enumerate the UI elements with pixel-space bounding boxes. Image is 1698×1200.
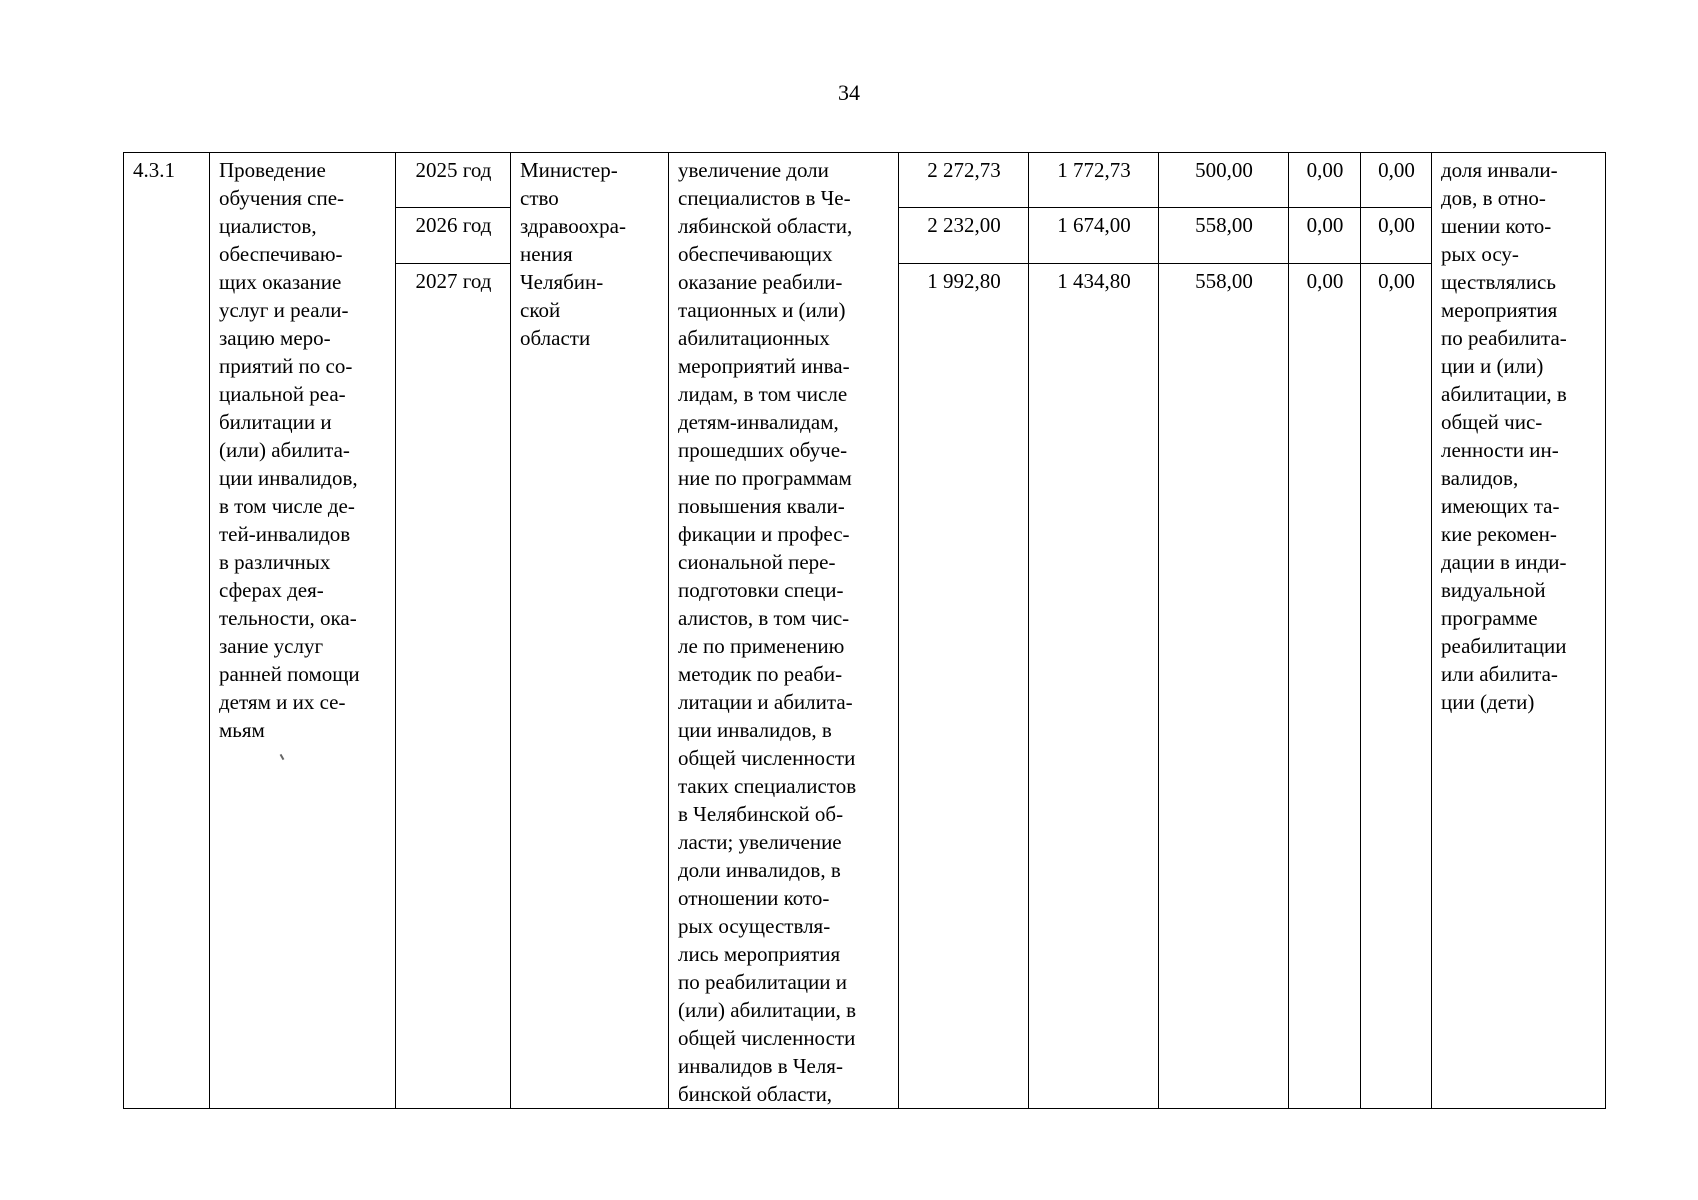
year-cell — [396, 208, 511, 264]
federal-cell — [1029, 208, 1159, 264]
year-cell — [396, 264, 511, 1109]
municipal-cell — [1289, 208, 1361, 264]
regional-amount: 500,00 — [1195, 158, 1253, 182]
total-amount: 2 232,00 — [927, 213, 1001, 238]
other-amount: 0,00 — [1378, 269, 1415, 294]
regional-cell — [1159, 264, 1289, 1109]
target-indicator: доля инвали- дов, в отно- шении кото- рых осу- ществлялись мероприятия по реабилита- ции и (или) абилитации, в общей чис- ленности ин- валидов, имеющих та- кие рекомен- дации в инди- видуальной программе реабилитации или абилита- ции (дети) — [1441, 158, 1567, 714]
year-cell — [396, 153, 511, 208]
program-table — [123, 152, 1606, 1109]
municipal-amount: 0,00 — [1306, 269, 1344, 294]
event-name: Проведение обучения спе- циалистов, обеспечиваю- щих оказание услуг и реали- зацию меро- приятий по со- циальной реа- билитации и (или) абилита- ции инвалидов, в том числе де- тей-инвалидов в различных сферах дея- тельности, ока- зание услуг ранней помощи детям и их се- мьям — [219, 158, 360, 742]
year-label: 2025 год — [415, 158, 492, 182]
year-label: 2026 год — [415, 213, 492, 238]
table-row-2025 — [124, 153, 1606, 208]
municipal-cell — [1289, 264, 1361, 1109]
total-amount: 2 272,73 — [927, 158, 1001, 182]
other-amount: 0,00 — [1378, 213, 1415, 238]
regional-amount: 558,00 — [1195, 213, 1253, 238]
total-cell — [899, 208, 1029, 264]
municipal-amount: 0,00 — [1306, 213, 1344, 238]
regional-cell — [1159, 208, 1289, 264]
municipal-cell — [1289, 153, 1361, 208]
federal-cell — [1029, 153, 1159, 208]
total-cell — [899, 264, 1029, 1109]
expected-result: увеличение доли специалистов в Че- лябинской области, обеспечивающих оказание реабили- тационных и (или) абилитационных мероприятий инва- лидам, в том числе детям-инвалидам, прошедших обуче- ние по программам повышения квали- фикации и профес- сиональной пере- подготовки специ- алистов, в том чис- ле по применению методик по реаби- литации и абилита- ции инвалидов, в общей численности таких специалистов в Челябинской об- ласти; увеличение доли инвалидов, в отношении кото- рых осуществля- лись мероприятия по реабилитации и (или) абилитации, в общей численности инвалидов в Челя- бинской области, — [678, 158, 857, 1106]
total-cell — [899, 153, 1029, 208]
event-code-cell — [124, 153, 210, 1109]
year-label: 2027 год — [415, 269, 492, 294]
other-amount: 0,00 — [1378, 158, 1415, 182]
page-number: 34 — [838, 80, 860, 105]
other-cell — [1361, 264, 1432, 1109]
other-cell — [1361, 208, 1432, 264]
municipal-amount: 0,00 — [1306, 158, 1344, 182]
indicator-cell — [1432, 153, 1606, 1109]
regional-amount: 558,00 — [1195, 269, 1253, 294]
event-name-cell — [210, 153, 396, 1109]
federal-cell — [1029, 264, 1159, 1109]
executor-name: Министер- ство здравоохра- нения Челябин- ской области — [520, 158, 626, 350]
event-code: 4.3.1 — [133, 158, 175, 182]
result-cell — [669, 153, 899, 1109]
federal-amount: 1 674,00 — [1057, 213, 1131, 238]
executor-cell — [511, 153, 669, 1109]
federal-amount: 1 434,80 — [1057, 269, 1131, 294]
regional-cell — [1159, 153, 1289, 208]
other-cell — [1361, 153, 1432, 208]
federal-amount: 1 772,73 — [1057, 158, 1131, 182]
total-amount: 1 992,80 — [927, 269, 1001, 294]
